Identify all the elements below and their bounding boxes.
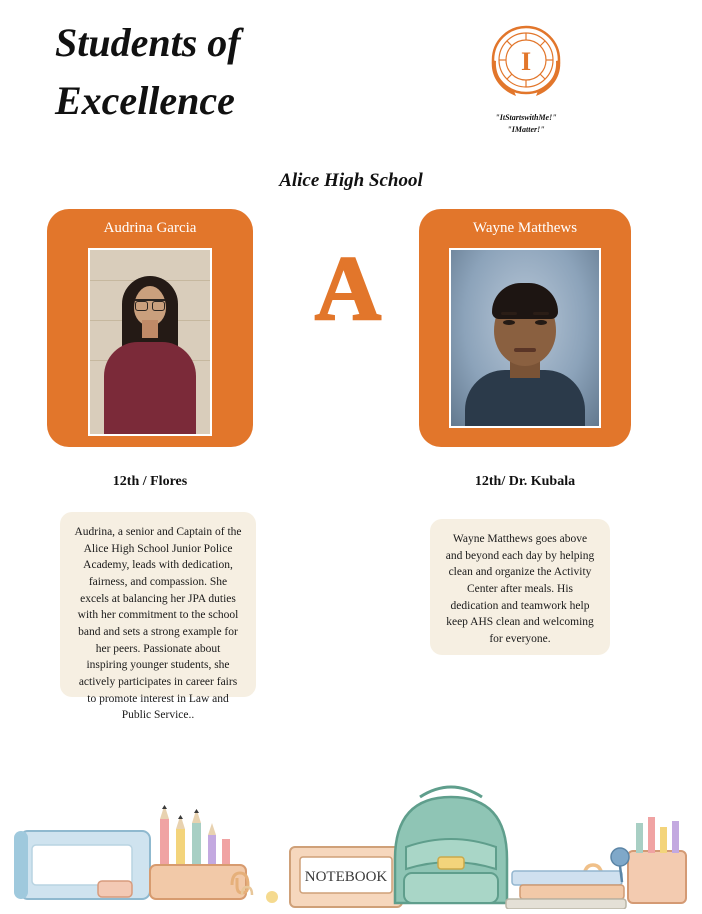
school-monogram: A bbox=[314, 237, 382, 339]
student-grade-1: 12th / Flores bbox=[112, 474, 188, 489]
school-name: Alice High School bbox=[279, 170, 423, 191]
student-grade-2: 12th/ Dr. Kubala bbox=[474, 474, 576, 489]
student-blurb-2: Wayne Matthews goes above and beyond each day by helping clean and organize the Activity Center after meals. His dedication and teamwork help keep AHS clean and welcoming for everyone. bbox=[430, 519, 610, 655]
student-photo-1 bbox=[88, 248, 212, 436]
seal-motto-line2: "IMatter!" bbox=[507, 124, 545, 134]
student-name-2: Wayne Matthews bbox=[472, 220, 578, 236]
student-card-2 bbox=[419, 209, 631, 447]
school-supplies-illustration bbox=[0, 739, 702, 909]
student-card-1 bbox=[47, 209, 253, 447]
page-title: Students of Excellence bbox=[55, 20, 241, 123]
student-blurb-1: Audrina, a senior and Captain of the Alice High School Junior Police Academy, leads with dedication, fairness, and compassion. She excels at balancing her JPA duties with her commitment to the school band and sets a strong example for her peers. Passionate about inspiring younger students, she actively participates in career fairs to promote interest in Law and Public Service.. bbox=[60, 512, 256, 697]
student-photo-2 bbox=[449, 248, 601, 428]
svg-text:I: I bbox=[520, 47, 532, 76]
seal-motto-line1: "ItStartswithMe!" bbox=[495, 113, 557, 122]
seal-motto bbox=[470, 112, 582, 135]
school-seal-icon bbox=[478, 14, 574, 110]
student-name-1: Audrina Garcia bbox=[103, 220, 197, 236]
svg-text:NOTEBOOK: NOTEBOOK bbox=[304, 869, 388, 885]
